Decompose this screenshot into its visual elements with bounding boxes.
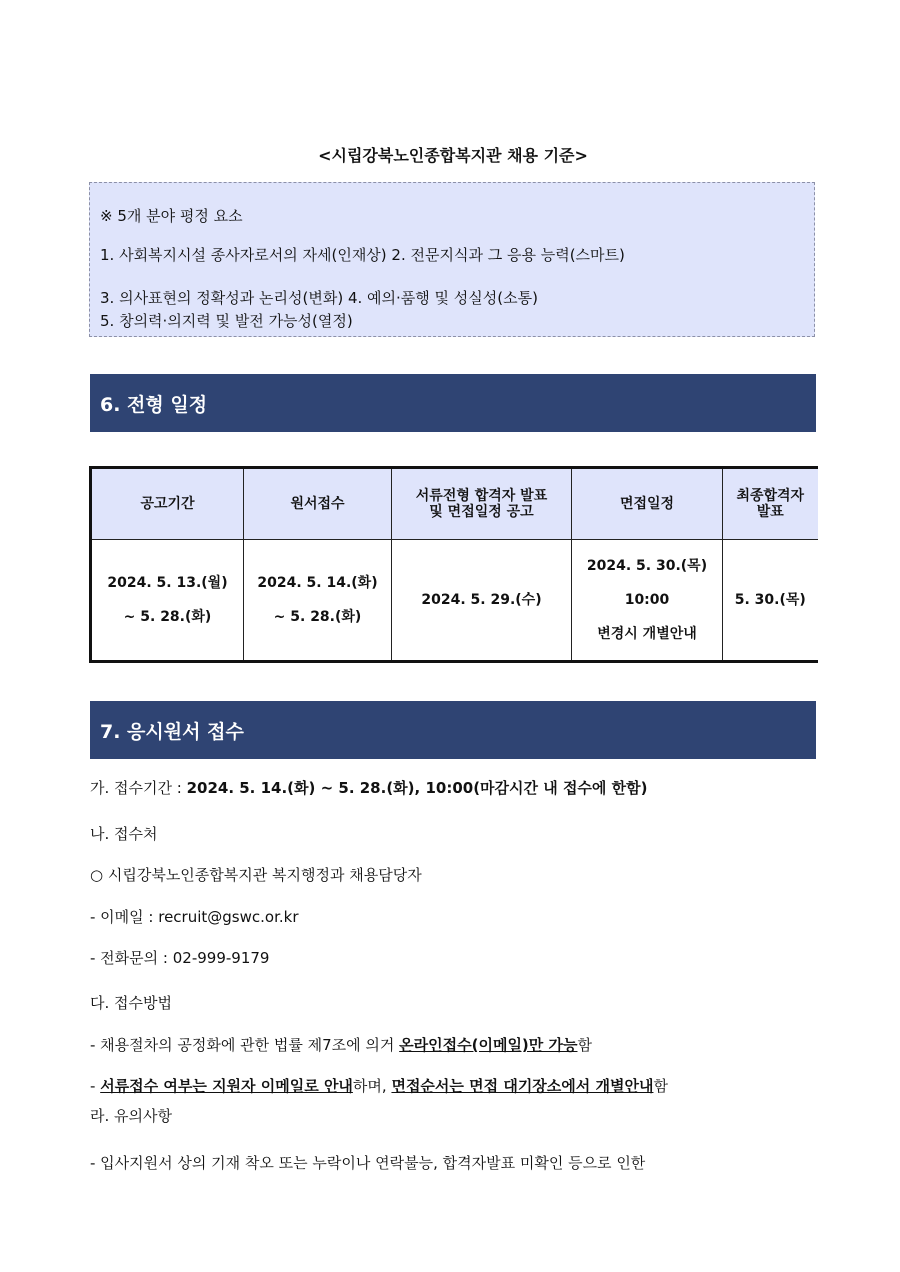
application-method-label: 다. 접수방법: [90, 994, 172, 1012]
criteria-box: [89, 182, 815, 337]
application-method-1: - 채용절차의 공정화에 관한 법률 제7조에 의거 온라인접수(이메일)만 가능함: [90, 1036, 592, 1054]
section-6-title: 6. 전형 일정: [100, 393, 208, 416]
header-application: 원서접수: [244, 468, 392, 540]
criteria-line-1: 1. 사회복지시설 종사자로서의 자세(인재상) 2. 전문지식과 그 응용 능력(스마트): [100, 246, 625, 264]
schedule-data-row: [91, 540, 818, 662]
cell-document-result: 2024. 5. 29.(수): [392, 540, 572, 662]
criteria-note: ※ 5개 분야 평정 요소: [100, 207, 243, 225]
notes-label: 라. 유의사항: [90, 1107, 172, 1125]
section-7-title: 7. 응시원서 접수: [100, 720, 244, 743]
header-document-result: 서류전형 합격자 발표 및 면접일정 공고: [392, 468, 572, 540]
header-final-result: 최종합격자 발표: [723, 468, 818, 540]
cell-interview-schedule: 2024. 5. 30.(목) 10:00 변경시 개별안내: [572, 540, 723, 662]
section-7-header: [90, 701, 816, 759]
notes-line-1: - 입사지원서 상의 기재 착오 또는 누락이나 연락불능, 합격자발표 미확인 등으로 인한: [90, 1154, 646, 1172]
schedule-table: [89, 466, 818, 663]
application-method-2: - 서류접수 여부는 지원자 이메일로 안내하며, 면접순서는 면접 대기장소에서 개별안내함: [90, 1077, 668, 1095]
cell-final-result: 5. 30.(목): [723, 540, 818, 662]
cell-announcement-period: 2024. 5. 13.(월) ~ 5. 28.(화): [91, 540, 244, 662]
application-period: 가. 접수기간 : 2024. 5. 14.(화) ~ 5. 28.(화), 10:00(마감시간 내 접수에 한함): [90, 779, 648, 797]
application-place-label: 나. 접수처: [90, 825, 158, 843]
header-announcement-period: 공고기간: [91, 468, 244, 540]
criteria-line-3: 5. 창의력·의지력 및 발전 가능성(열정): [100, 312, 353, 330]
cell-application: 2024. 5. 14.(화) ~ 5. 28.(화): [244, 540, 392, 662]
header-interview-schedule: 면접일정: [572, 468, 723, 540]
criteria-line-2: 3. 의사표현의 정확성과 논리성(변화) 4. 예의·품행 및 성실성(소통): [100, 289, 538, 307]
application-place-org: ○ 시립강북노인종합복지관 복지행정과 채용담당자: [90, 866, 422, 884]
contact-email: - 이메일 : recruit@gswc.or.kr: [90, 908, 299, 926]
section-6-header: [90, 374, 816, 432]
contact-phone: - 전화문의 : 02-999-9179: [90, 949, 270, 967]
schedule-header-row: [91, 468, 818, 540]
criteria-title: <시립강북노인종합복지관 채용 기준>: [318, 146, 588, 165]
